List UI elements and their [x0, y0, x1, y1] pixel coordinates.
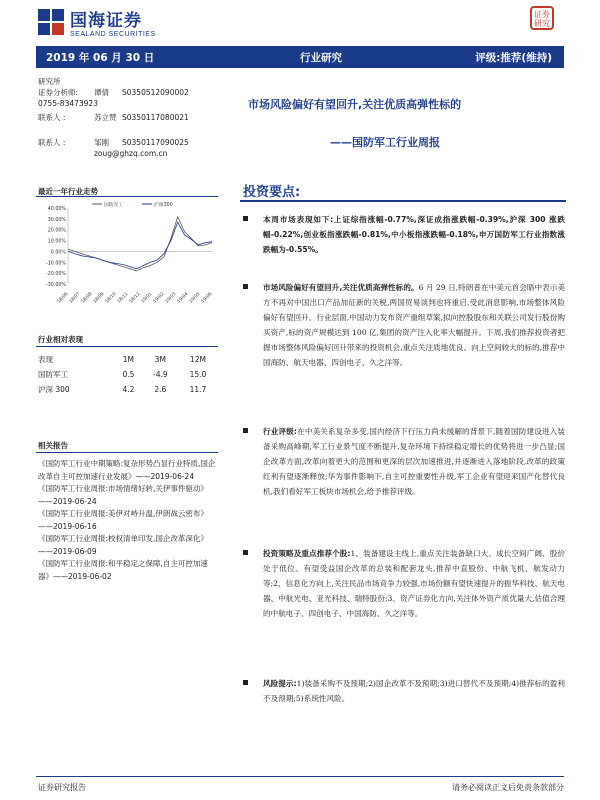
analyst-row: 联系人 : 苏立赞 S0350117080021 — [38, 113, 189, 122]
table-row: 沪深 300 4.2 2.6 11.7 — [38, 385, 207, 394]
divider — [36, 452, 218, 453]
trend-chart — [36, 198, 216, 310]
performance-table — [38, 352, 218, 397]
report-subtitle: ——国防军工行业周报 — [330, 136, 440, 149]
key-points-heading: 投资要点: — [243, 185, 301, 200]
bullet-icon — [243, 284, 248, 289]
dept-label: 研究所 — [38, 77, 61, 86]
footer-right: 请务必阅读正文后免责条款部分 — [452, 783, 564, 792]
divider — [36, 346, 218, 347]
x-tick-label: 18/06 — [56, 291, 70, 305]
analyst-row: 0755-83473923 — [38, 99, 98, 108]
y-tick-label: -10.00% — [45, 261, 66, 267]
logo-en: SEALAND SECURITIES — [70, 31, 156, 38]
legend-label: 沪深300 — [154, 203, 173, 208]
bullet-icon — [243, 216, 248, 221]
related-report-link[interactable]: 《国防军工行业周报:美伊对峙升温,伊朗战云密布》——2019-06-16 — [38, 509, 208, 531]
y-tick-label: -20.00% — [45, 272, 66, 278]
key-point-1: 本周市场表现如下:上证综指涨幅-0.77%,深证成指涨跌幅-0.39%,沪深 300 涨跌幅-0.22%,创业板指涨跌幅-0.81%,中小板指涨跌幅-0.18%,申万国防军工行业指数涨跌幅为-0.55%。 — [243, 212, 565, 257]
series-line-1 — [68, 222, 212, 269]
research-seal-icon: 证券研究 — [530, 6, 554, 30]
y-tick-label: 40.00% — [47, 207, 66, 212]
key-point-3: 行业评级:在中美关系复杂多变,国内经济下行压力尚未缓解的背景下,随着国防建设进入装备采购高峰期,军工行业景气度不断提升,复杂环境下持续稳定增长的优势将进一步凸显;国企改革方面,改革向着更大的范围和更深的层次加速推进,并逐渐进入落地阶段,改革的政策红利有望逐渐释放;华为事件影响下,自主可控重要性升级,军工企业有望迎来国产化替代良机,我们看好军工板块市场机会,给予推荐评级。 — [243, 424, 565, 499]
footer-left: 证券研究报告 — [38, 783, 86, 792]
divider — [240, 200, 566, 202]
header-banner — [36, 46, 564, 68]
x-tick-label: 18/12 — [128, 291, 142, 305]
key-point-2: 市场风险偏好有望回升,关注优质高弹性标的。6 月 29 日,特朗普在中美元首会晤中表示美方不再对中国出口产品加征新的关税,两国贸易谈判也将重启,受此消息影响,市场整体风险偏好有望回升。行业层面,中国动力发布资产重组草案,拟向控股股东和关联公司发行股份购买资产,标的资产规模达到 100 亿,集团的资产注入化率大幅提升。下周,我们推荐投资者把握市场整体风险偏好回升带来的投资机会,重点关注质地优良、向上空间较大的标的,推荐中国海防、航天电器、四创电子、久之洋等。 — [243, 280, 565, 370]
performance-title: 行业相对表现 — [38, 335, 83, 344]
key-point-5: 风险提示:1)装备采购不及预期;2)国企改革不及预期;3)进口替代不及预期;4)推荐标的盈利不及预期;5)系统性风险。 — [243, 676, 565, 706]
divider — [36, 776, 564, 777]
y-tick-label: 30.00% — [47, 217, 66, 223]
key-point-4: 投资策略及重点推荐个股:1、装备建设主线上,重点关注装备缺口大、成长空间广阔、股价处于低位、有望受益国企改革的总装和配套龙头,推荐中直股份、中航飞机、航发动力等;2、信息化方向上,关注民品市场竞争力较强,市场份额有望快速提升的振华科技、航天电器、中航光电、亚光科技、瑞特股份;3、资产证券化方向,关注体外资产质优量大,估值合理的中航电子、四创电子、中国海防、久之洋等。 — [243, 546, 565, 621]
x-tick-label: 19/01 — [140, 291, 154, 305]
x-tick-label: 19/06 — [200, 291, 214, 305]
bullet-icon — [243, 428, 248, 433]
x-tick-label: 19/05 — [188, 291, 202, 305]
x-tick-label: 18/11 — [116, 291, 130, 305]
x-tick-label: 19/02 — [152, 291, 166, 305]
x-tick-label: 19/04 — [176, 291, 190, 305]
y-tick-label: 20.00% — [47, 228, 66, 234]
table-row: 国防军工 0.5 -4.9 15.0 — [38, 370, 207, 379]
x-tick-label: 18/09 — [92, 291, 106, 305]
x-tick-label: 18/08 — [80, 291, 94, 305]
related-title: 相关报告 — [38, 441, 68, 450]
related-report-link[interactable]: 《国防军工行业周报:校权清单印发,国企改革深化》——2019-06-09 — [38, 534, 208, 556]
related-reports — [38, 458, 216, 583]
y-tick-label: 0.00% — [50, 250, 66, 256]
analyst-block — [38, 76, 238, 159]
analyst-email[interactable]: zoug@ghzq.com.cn — [94, 149, 168, 158]
divider — [36, 196, 218, 197]
report-type: 行业研究 — [300, 51, 342, 64]
analyst-row — [38, 148, 238, 159]
series-line-0 — [68, 217, 212, 271]
report-title: 市场风险偏好有望回升,关注优质高弹性标的 — [248, 98, 462, 111]
table-header-row: 表现 1M 3M 12M — [38, 355, 206, 364]
company-logo — [38, 6, 156, 38]
related-report-link[interactable]: 《国防军工行业中期策略:复杂形势凸显行业特质,国企改革自主可控加速行业发展》——2019-06-24 — [38, 459, 216, 481]
related-report-link[interactable]: 《国防军工行业周报:和平稳定之保障,自主可控加速器》——2019-06-02 — [38, 559, 208, 581]
analyst-row: 联系人 : 邹刚 S0350117090025 — [38, 138, 189, 147]
report-date: 2019 年 06 月 30 日 — [46, 51, 155, 64]
rating: 评级:推荐(维持) — [475, 51, 552, 64]
x-tick-label: 18/10 — [104, 291, 118, 305]
related-report-link[interactable]: 《国防军工行业周报:市场情绪好转,关伊事件驱动》——2019-06-24 — [38, 484, 208, 506]
x-tick-label: 18/07 — [68, 291, 82, 305]
analyst-row: 证券分析师: 谭倩 S0350512090002 — [38, 88, 189, 97]
y-tick-label: -30.00% — [45, 283, 66, 288]
bullet-icon — [243, 550, 248, 555]
trend-title: 最近一年行业走势 — [38, 187, 98, 196]
legend-label: 国防军工 — [104, 203, 124, 208]
x-tick-label: 19/03 — [164, 291, 178, 305]
y-tick-label: 10.00% — [47, 239, 66, 245]
logo-mark-icon — [38, 9, 64, 35]
bullet-icon — [243, 680, 248, 685]
logo-cn: 国海证券 — [70, 11, 142, 31]
